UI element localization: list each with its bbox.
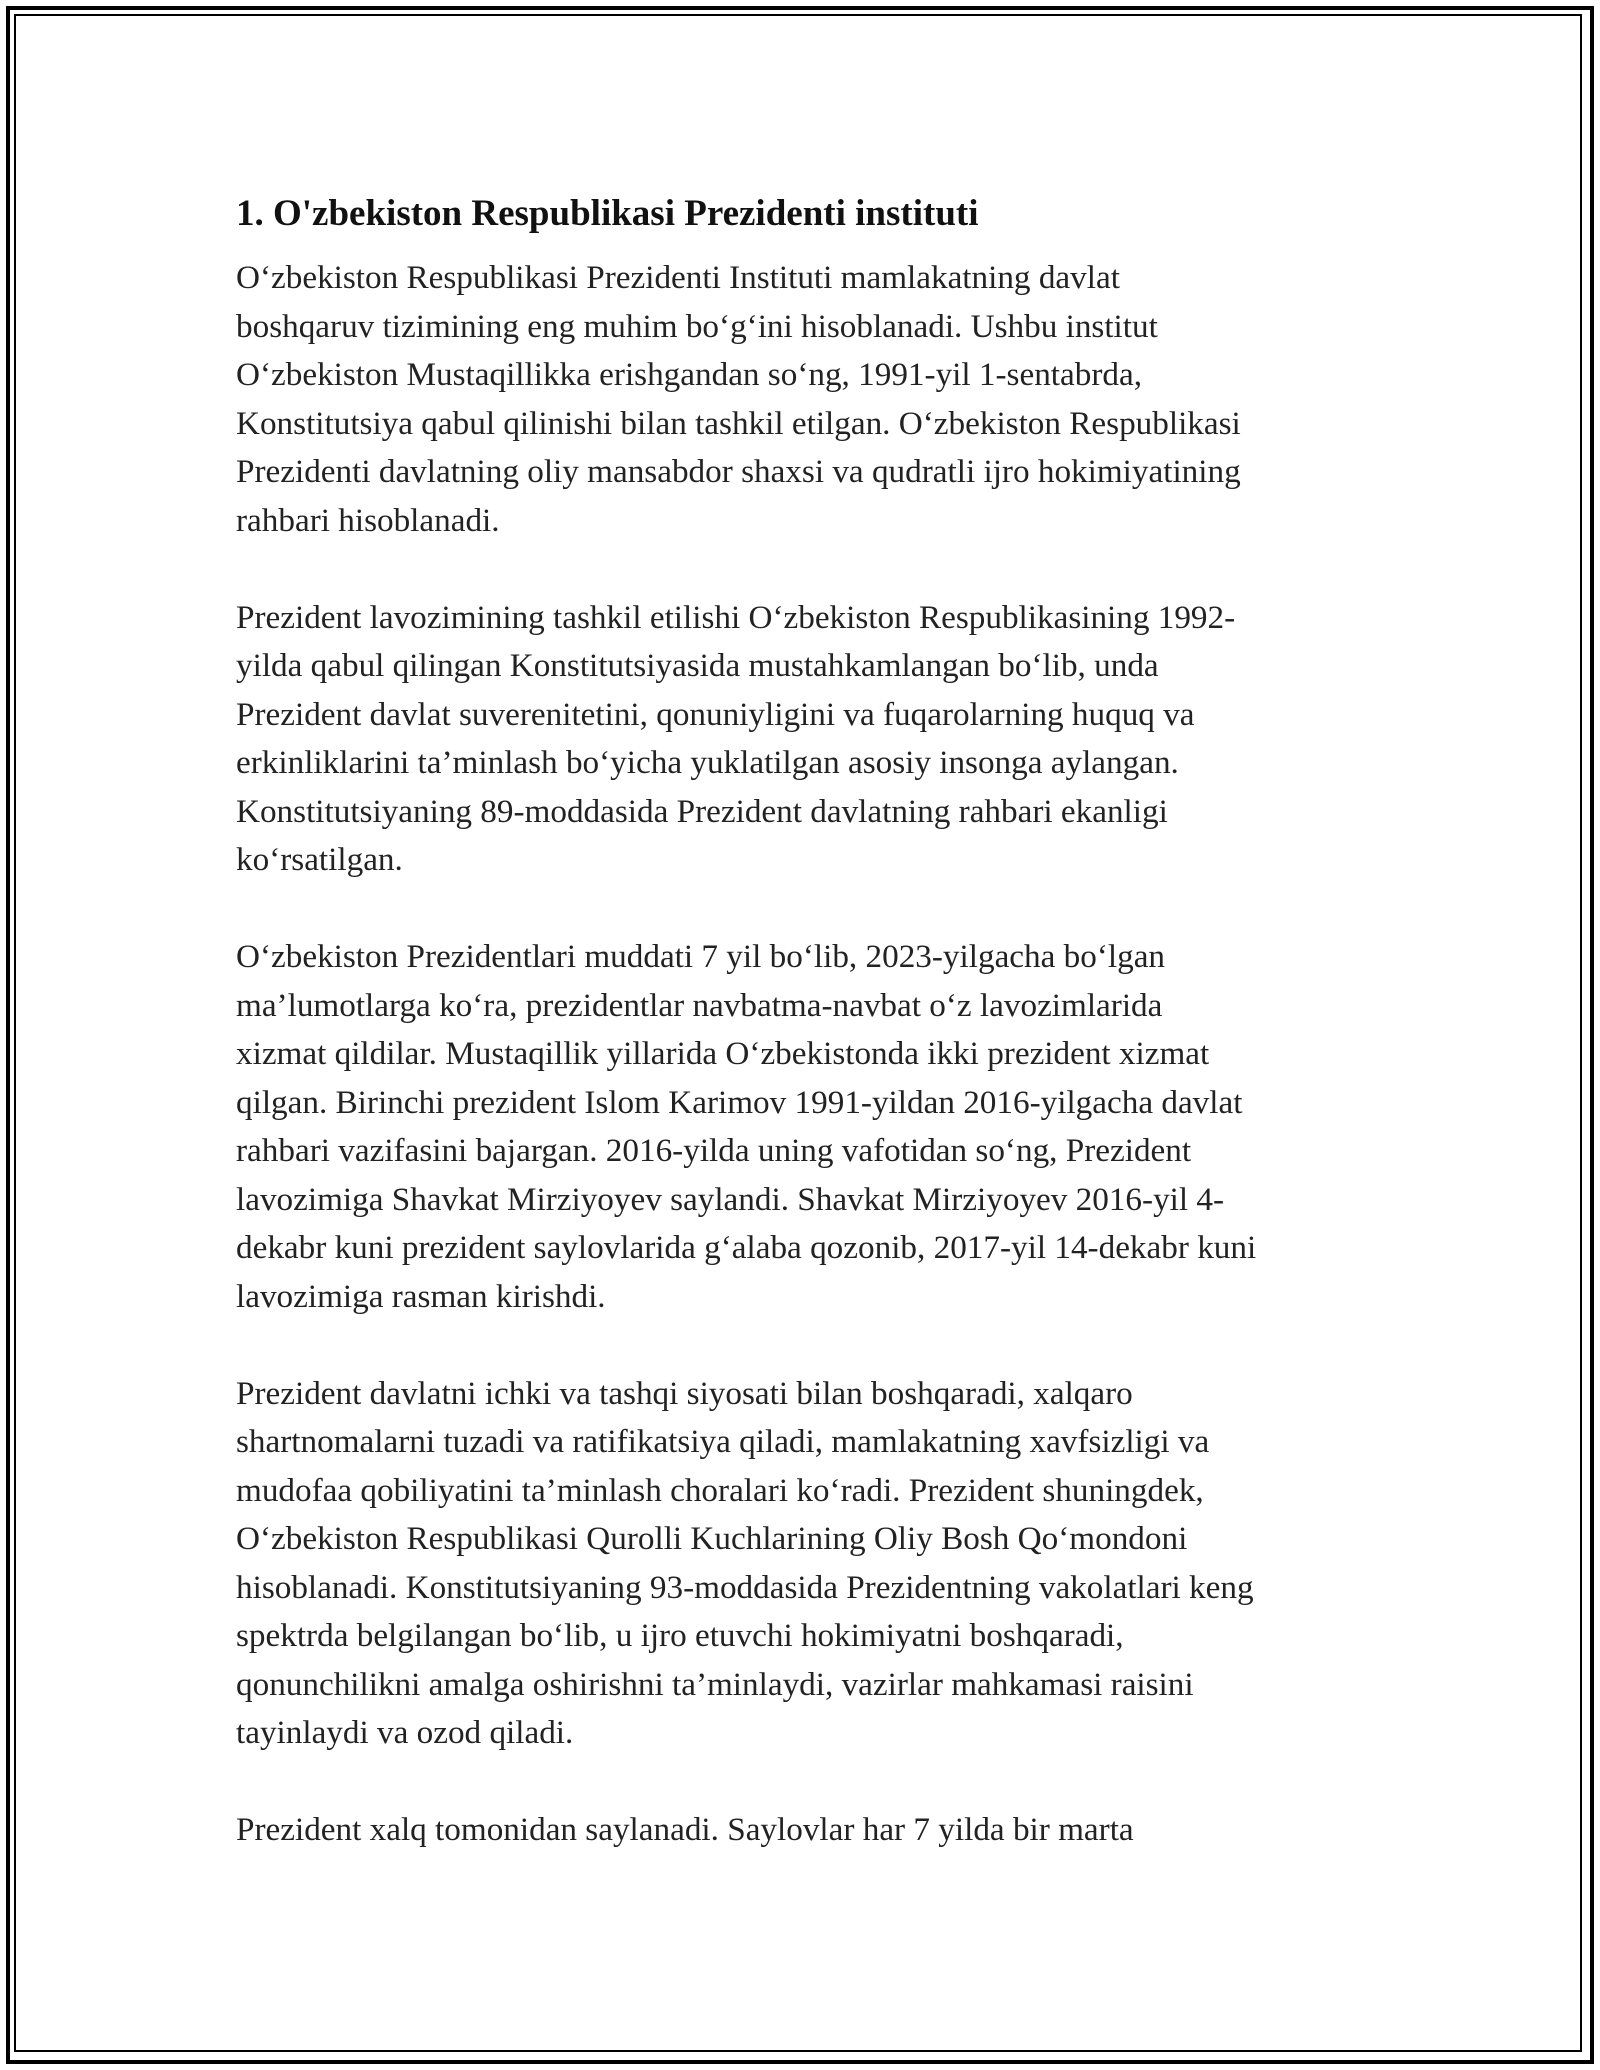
paragraph-line: mudofaa qobiliyatini ta’minlash choralari ko‘radi. Prezident shuningdek, bbox=[236, 1471, 1204, 1509]
paragraph-line: Prezidenti davlatning oliy mansabdor shaxsi va qudratli ijro hokimiyatining bbox=[236, 453, 1241, 490]
paragraph-line: shartnomalarni tuzadi va ratifikatsiya qiladi, mamlakatning xavfsizligi va bbox=[236, 1423, 1210, 1460]
paragraph-line: rahbari hisoblanadi. bbox=[236, 501, 500, 539]
document-body bbox=[236, 188, 1371, 1903]
paragraph-1 bbox=[236, 254, 1371, 545]
paragraph-3 bbox=[236, 933, 1371, 1321]
paragraph-line: O‘zbekiston Mustaqillikka erishgandan so‘ng, 1991-yil 1-sentabrda, bbox=[236, 356, 1143, 393]
document-title: 1. O'zbekiston Respublikasi Prezidenti instituti bbox=[236, 193, 979, 234]
paragraph-line: O‘zbekiston Respublikasi Prezidenti Instituti mamlakatning davlat bbox=[236, 259, 1120, 296]
paragraph-line: Prezident xalq tomonidan saylanadi. Saylovlar har 7 yilda bir marta bbox=[236, 1811, 1134, 1848]
paragraph-line: rahbari vazifasini bajargan. 2016-yilda uning vafotidan so‘ng, Prezident bbox=[236, 1132, 1192, 1169]
paragraph-line: lavozimiga Shavkat Mirziyoyev saylandi. Shavkat Mirziyoyev 2016-yil 4- bbox=[236, 1180, 1225, 1218]
paragraph-5 bbox=[236, 1806, 1371, 1855]
paragraph-line: boshqaruv tizimining eng muhim bo‘g‘ini hisoblanadi. Ushbu institut bbox=[236, 307, 1158, 345]
paragraph-line: qonunchilikni amalga oshirishni ta’minlaydi, vazirlar mahkamasi raisini bbox=[236, 1665, 1194, 1703]
paragraph-line: Konstitutsiya qabul qilinishi bilan tashkil etilgan. O‘zbekiston Respublikasi bbox=[236, 404, 1241, 442]
paragraph-line: spektrda belgilangan bo‘lib, u ijro etuvchi hokimiyatni boshqaradi, bbox=[236, 1617, 1124, 1654]
paragraph-2 bbox=[236, 594, 1371, 885]
paragraph-line: tayinlaydi va ozod qiladi. bbox=[236, 1714, 574, 1751]
paragraph-line: ko‘rsatilgan. bbox=[236, 841, 403, 878]
paragraph-line: O‘zbekiston Respublikasi Qurolli Kuchlarining Oliy Bosh Qo‘mondoni bbox=[236, 1520, 1188, 1557]
paragraph-line: xizmat qildilar. Mustaqillik yillarida O‘zbekistonda ikki prezident xizmat bbox=[236, 1035, 1210, 1072]
paragraph-4 bbox=[236, 1370, 1371, 1758]
paragraph-line: Konstitutsiyaning 89-moddasida Prezident davlatning rahbari ekanligi bbox=[236, 792, 1168, 830]
paragraph-line: ma’lumotlarga ko‘ra, prezidentlar navbatma-navbat o‘z lavozimlarida bbox=[236, 986, 1163, 1024]
paragraph-line: O‘zbekiston Prezidentlari muddati 7 yil bo‘lib, 2023-yilgacha bo‘lgan bbox=[236, 938, 1166, 975]
paragraph-line: dekabr kuni prezident saylovlarida g‘alaba qozonib, 2017-yil 14-dekabr kuni bbox=[236, 1229, 1257, 1266]
paragraph-line: qilgan. Birinchi prezident Islom Karimov 1991-yildan 2016-yilgacha davlat bbox=[236, 1083, 1243, 1121]
paragraph-line: Prezident davlatni ichki va tashqi siyosati bilan boshqaradi, xalqaro bbox=[236, 1374, 1133, 1412]
paragraph-line: hisoblanadi. Konstitutsiyaning 93-moddasida Prezidentning vakolatlari keng bbox=[236, 1568, 1254, 1606]
paragraph-line: erkinliklarini ta’minlash bo‘yicha yuklatilgan asosiy insonga aylangan. bbox=[236, 744, 1179, 781]
paragraph-line: Prezident lavozimining tashkil etilishi O‘zbekiston Respublikasining 1992- bbox=[236, 598, 1236, 636]
paragraph-line: yilda qabul qilingan Konstitutsiyasida mustahkamlangan bo‘lib, unda bbox=[236, 647, 1159, 684]
paragraph-line: lavozimiga rasman kirishdi. bbox=[236, 1277, 606, 1315]
paragraph-line: Prezident davlat suverenitetini, qonuniyligini va fuqarolarning huquq va bbox=[236, 695, 1195, 733]
